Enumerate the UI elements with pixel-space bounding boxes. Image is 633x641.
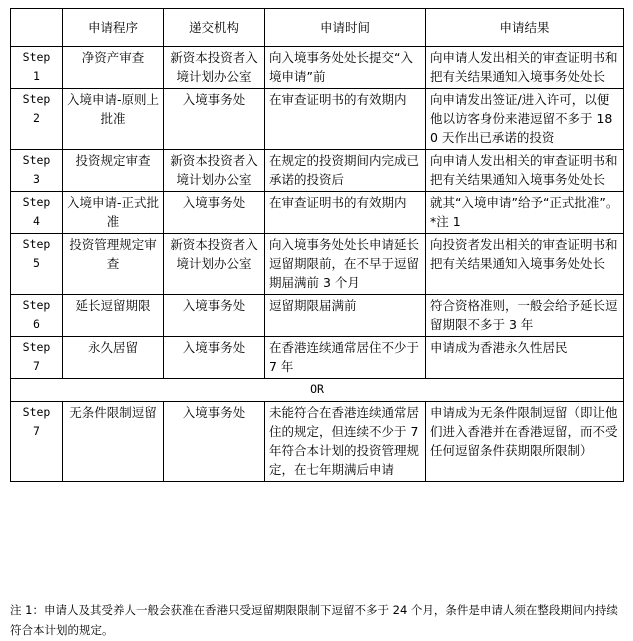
table-row (11, 89, 624, 150)
header-procedure: 申请程序 (63, 9, 164, 47)
header-step (11, 9, 63, 47)
step-number: 7 (33, 359, 40, 373)
organization-cell: 入境事务处 (164, 402, 265, 482)
step-number: 2 (33, 111, 40, 125)
result-cell: 申请成为香港永久性居民 (426, 337, 624, 379)
or-row (11, 379, 624, 402)
step-cell (11, 402, 63, 482)
step-label: Step (22, 237, 51, 251)
step-label: Step (22, 92, 51, 106)
step-cell (11, 47, 63, 89)
time-cell: 在审查证明书的有效期内 (265, 192, 426, 234)
step-number: 4 (33, 214, 40, 228)
organization-cell: 入境事务处 (164, 89, 265, 150)
result-cell: 向申请人发出相关的审查证明书和把有关结果通知入境事务处处长 (426, 150, 624, 192)
step-label: Step (22, 195, 51, 209)
procedure-cell: 投资管理规定审查 (63, 234, 164, 295)
procedure-cell: 延长逗留期限 (63, 295, 164, 337)
step-label: Step (22, 405, 51, 419)
or-label: OR (11, 379, 624, 402)
table-row (11, 234, 624, 295)
procedure-cell: 无条件限制逗留 (63, 402, 164, 482)
step-cell (11, 150, 63, 192)
table-row (11, 337, 624, 379)
organization-cell: 入境事务处 (164, 295, 265, 337)
organization-cell: 新资本投资者入境计划办公室 (164, 150, 265, 192)
time-cell: 在规定的投资期间内完成已承诺的投资后 (265, 150, 426, 192)
result-cell: 向申请发出签证/进入许可，以便他以访客身份来港逗留不多于 180 天作出已承诺的投资 (426, 89, 624, 150)
step-number: 1 (33, 69, 40, 83)
table-row (11, 47, 624, 89)
procedure-cell: 永久居留 (63, 337, 164, 379)
step-cell (11, 295, 63, 337)
time-cell: 未能符合在香港连续通常居住的规定，但连续不少于 7 年符合本计划的投资管理规定，在七年期满后申请 (265, 402, 426, 482)
header-result: 申请结果 (426, 9, 624, 47)
header-time: 申请时间 (265, 9, 426, 47)
time-cell: 逗留期限届满前 (265, 295, 426, 337)
result-cell: 符合资格准则，一般会给予延长逗留期限不多于 3 年 (426, 295, 624, 337)
table-header-row (11, 9, 624, 47)
application-steps-table (10, 8, 624, 482)
step-cell (11, 337, 63, 379)
result-cell: 就其“入境申请”给予“正式批准”。*注 1 (426, 192, 624, 234)
table-row (11, 150, 624, 192)
step-label: Step (22, 298, 51, 312)
result-cell: 向申请人发出相关的审查证明书和把有关结果通知入境事务处处长 (426, 47, 624, 89)
step-number: 3 (33, 172, 40, 186)
procedure-cell: 入境申请-正式批准 (63, 192, 164, 234)
time-cell: 在审查证明书的有效期内 (265, 89, 426, 150)
step-cell (11, 89, 63, 150)
organization-cell: 入境事务处 (164, 337, 265, 379)
step-number: 7 (33, 424, 40, 438)
step-cell (11, 234, 63, 295)
table-row (11, 402, 624, 482)
procedure-cell: 净资产审查 (63, 47, 164, 89)
table-row (11, 295, 624, 337)
header-organization: 递交机构 (164, 9, 265, 47)
table-row (11, 192, 624, 234)
step-number: 6 (33, 317, 40, 331)
step-number: 5 (33, 256, 40, 270)
time-cell: 在香港连续通常居住不少于 7 年 (265, 337, 426, 379)
step-label: Step (22, 153, 51, 167)
organization-cell: 新资本投资者入境计划办公室 (164, 234, 265, 295)
step-label: Step (22, 50, 51, 64)
result-cell: 申请成为无条件限制逗留（即让他们进入香港并在香港逗留，而不受任何逗留条件获期限所限制） (426, 402, 624, 482)
organization-cell: 新资本投资者入境计划办公室 (164, 47, 265, 89)
organization-cell: 入境事务处 (164, 192, 265, 234)
step-cell (11, 192, 63, 234)
time-cell: 向入境事务处处长申请延长逗留期限前，在不早于逗留期届满前 3 个月 (265, 234, 426, 295)
result-cell: 向投资者发出相关的审查证明书和把有关结果通知入境事务处处长 (426, 234, 624, 295)
procedure-cell: 入境申请-原则上批准 (63, 89, 164, 150)
time-cell: 向入境事务处处长提交“入境申请”前 (265, 47, 426, 89)
step-label: Step (22, 340, 51, 354)
footnote: 注 1：申请人及其受养人一般会获准在香港只受逗留期限限制下逗留不多于 24 个月，条件是申请人须在整段期间内持续符合本计划的规定。 (10, 603, 618, 637)
procedure-cell: 投资规定审查 (63, 150, 164, 192)
